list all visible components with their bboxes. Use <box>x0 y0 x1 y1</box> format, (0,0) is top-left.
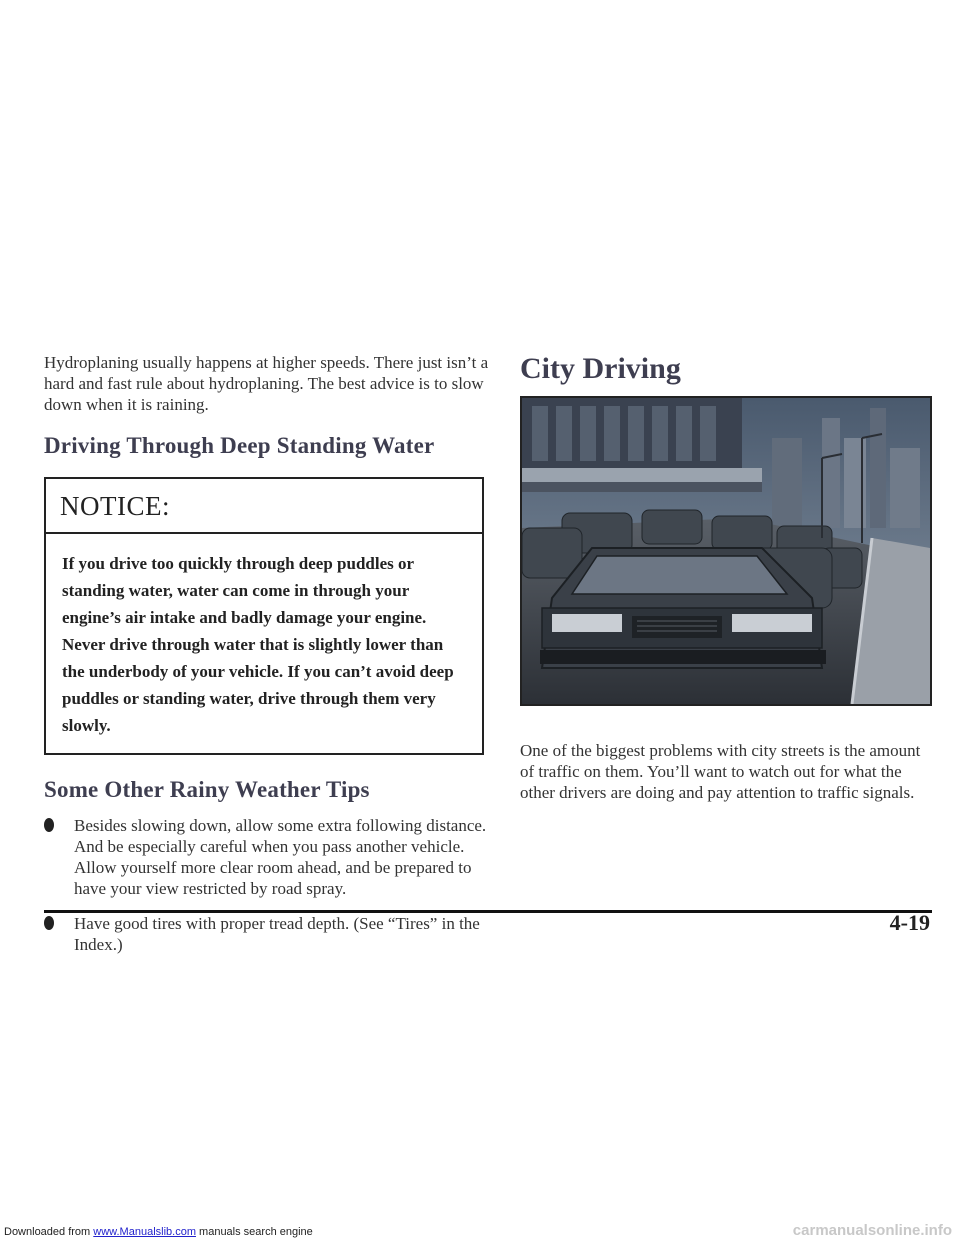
deep-water-heading: Driving Through Deep Standing Water <box>44 433 435 458</box>
notice-box <box>44 477 484 755</box>
notice-body: If you drive too quickly through deep puddles or standing water, water can come in through your engine’s air intake and badly damage your engine. Never drive through water that is slightly lower than the underbody of your vehicle. If you can’t avoid deep puddles or standing water, drive through them very slowly. <box>62 554 454 735</box>
watermark: carmanualsonline.info <box>792 1222 952 1239</box>
city-driving-heading: City Driving <box>520 352 681 385</box>
right-column <box>520 352 932 386</box>
list-item <box>44 815 490 899</box>
page-number: 4-19 <box>889 910 930 935</box>
bullet-icon <box>44 818 54 832</box>
tips-list <box>44 815 490 955</box>
city-traffic-image <box>522 398 930 704</box>
tip-text: Besides slowing down, allow some extra following distance. And be especially careful when you pass another vehicle. Allow yourself more clear room ahead, and be prepared to have your view restricted by road spray. <box>74 816 487 898</box>
city-driving-paragraph: One of the biggest problems with city streets is the amount of traffic on them. You’ll want to watch out for what the other drivers are doing and pay attention to traffic signals. <box>520 741 921 802</box>
footer-credit <box>4 1226 313 1238</box>
city-traffic-illustration <box>520 396 932 706</box>
footer-suffix: manuals search engine <box>195 1226 313 1238</box>
tip-text: Have good tires with proper tread depth. (See “Tires” in the Index.) <box>74 914 480 954</box>
left-column <box>44 352 490 969</box>
footer-prefix: Downloaded from <box>4 1226 94 1238</box>
bullet-icon <box>44 916 54 930</box>
notice-title: NOTICE: <box>46 479 482 534</box>
manualslib-link[interactable]: www.Manualslib.com <box>93 1226 196 1238</box>
rainy-tips-heading: Some Other Rainy Weather Tips <box>44 777 370 802</box>
hydroplaning-paragraph: Hydroplaning usually happens at higher speeds. There just isn’t a hard and fast rule about hydroplaning. The best advice is to slow down when it is raining. <box>44 353 489 414</box>
page-rule <box>44 910 932 913</box>
list-item <box>44 913 490 955</box>
